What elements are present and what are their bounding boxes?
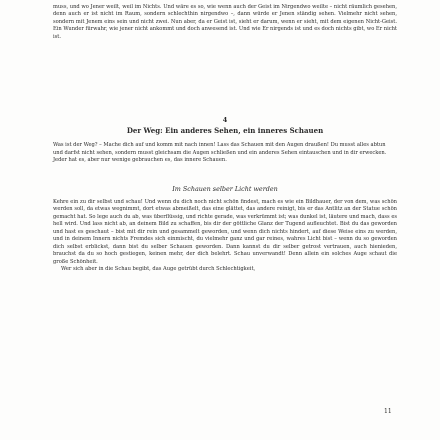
paragraph: Kehre ein zu dir selbst und schau! Und wenn du dich noch nicht schön findest, mach es wie ein Bildhauer, der von dem, was schön werden soll, da etwas wegnimmt, dort etwas abmeißelt, das eine glättet, das andere reinigt, bis er das Antlitz an der Statue schön gemacht hat. So lege auch du ab, was überflüssig, und richte gerade, was verkrümmt ist; was dunkel ist, läutere und mach, dass es hell wird. Und lass nicht ab, an deinem Bild zu schaffen, bis dir der göttliche Glanz der Tugend aufleuchtet. Bist du das geworden und hast es geschaut – bist mit dir rein und gesammelt geworden, und wenn dich nichts hindert, auf diese Weise eins zu werden, und in deinem Innern nichts Fremdes sich einmischt, du vielmehr ganz und gar reines, wahres Licht bist – wenn du so geworden dich selbst erblickst, dann bist du selber Schauen geworden. Dann kannst du dir selber getrost vertrauen, auch hienieden, brauchst da du so hoch gestiegen, keinen mehr, der dich belehrt. Schau unverwandt! Denn allein ein solches Auge schaut die große Schönheit. (53, 199, 397, 265)
top-text-block (53, 4, 397, 41)
paragraph: Wer sich aber in die Schau begibt, das Auge getrübt durch Schlechtigkeit, (61, 266, 256, 273)
subsection-title: Im Schauen selber Licht werden (172, 185, 278, 193)
body-text-block (53, 199, 397, 274)
paragraph: muss, und wo Jener weilt, weil im Nichts. Und wäre es so, wie wenn auch der Geist im Nirgendwo weilte – nicht räumlich gesehen, denn auch er ist nicht im Raum, sondern schlechthin nirgendwo –, dann würde er Jenen ständig sehen. Vielmehr nicht sehen, sondern mit Jenem eins sein und nicht zwei. Nun aber, da er Geist ist, sieht er darum, wenn er sieht, mit dem eigenen Nicht-Geist. Ein Wunder fürwahr, wie jener nicht ankommt und doch anwesend ist. Und wie Er nirgends ist und es doch nichts gibt, wo Er nicht ist. (53, 4, 397, 40)
page-number: 11 (384, 408, 392, 415)
intro-text-block (53, 142, 397, 165)
section-heading (53, 116, 397, 136)
paragraph: Was ist der Weg? – Mache dich auf und komm mit nach innen! Lass das Schauen mit den Augen draußen! Du musst alles abtun und darfst nicht sehen, sondern musst gleichsam die Augen schließen und ein anderes Sehen eintauschen und in dir erwecken. Jeder hat es, aber nur wenige gebrauchen es, das innere Schauen. (53, 142, 387, 163)
section-number: 4 (222, 116, 228, 124)
section-title: Der Weg: Ein anderes Sehen, ein inneres Schauen (126, 126, 324, 135)
